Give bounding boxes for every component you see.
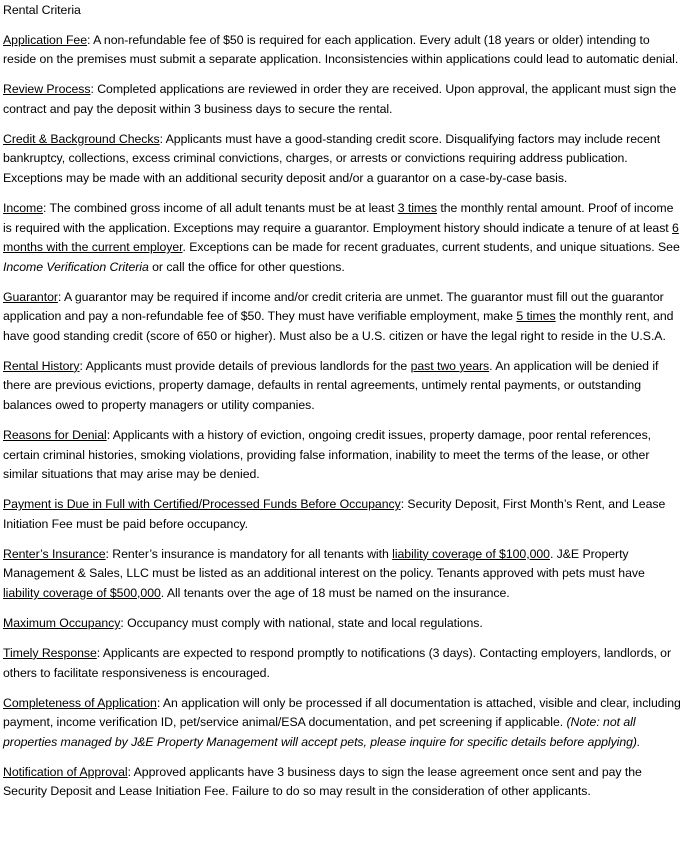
- section-text: the monthly rental amount. Proof of income is required with the application. Exceptions may require a guarantor. Employment history should indicate a tenure of at least: [3, 200, 674, 235]
- section-income: [3, 199, 684, 277]
- section-heading: Guarantor: [3, 289, 58, 304]
- emphasis-text: past two years: [410, 358, 490, 373]
- sections-container: [3, 31, 684, 802]
- section-heading: Income: [3, 200, 44, 215]
- emphasis-text: liability coverage of $100,000: [392, 546, 550, 561]
- section-heading: Maximum Occupancy: [3, 615, 121, 630]
- section-text: : Applicants with a history of eviction, ongoing credit issues, property damage, poor rental references, certain criminal histories, smoking violations, providing false information, inability to meet the terms of the lease, or other similar situations that may arise may be denied.: [3, 428, 652, 482]
- section-text: : A non-refundable fee of $50 is required for each application. Every adult (18 years or older) intending to reside on the premises must submit a separate application. Inconsistencies within applications could lead to automatic denial.: [3, 32, 679, 67]
- emphasis-text: 5 times: [516, 309, 556, 324]
- document-title: Rental Criteria: [3, 3, 81, 17]
- section-heading: Credit & Background Checks: [3, 131, 160, 146]
- section-heading: Notification of Approval: [3, 764, 128, 779]
- section-text: . All tenants over the age of 18 must be named on the insurance.: [160, 585, 510, 600]
- section-text: the monthly rent, and have good standing credit (score of 650 or higher). Must also be a U.S. citizen or have the legal right to reside in the U.S.A.: [3, 309, 674, 343]
- section-text: . Exceptions can be made for recent graduates, current students, and unique situations. See: [182, 240, 680, 255]
- section-text: : The combined gross income of all adult tenants must be at least: [43, 200, 398, 215]
- section-review-process: [3, 80, 684, 119]
- section-text: : Completed applications are reviewed in order they are received. Upon approval, the applicant must sign the contract and pay the deposit within 3 business days to secure the rental.: [3, 82, 677, 116]
- section-application-fee: [3, 31, 684, 70]
- section-payment-due: [3, 495, 684, 534]
- section-text: . An application will be denied if there are previous evictions, property damage, defaults in rental agreements, untimely rental payments, or outstanding balances owed to property managers or utility companies.: [3, 358, 659, 413]
- section-text: : Renter’s insurance is mandatory for all tenants with: [105, 546, 393, 561]
- section-heading: Application Fee: [3, 32, 88, 47]
- emphasis-text: Income Verification Criteria: [3, 259, 149, 274]
- section-text: : Applicants must have a good-standing credit score. Disqualifying factors may include recent bankruptcy, collections, excess criminal convictions, charges, or arrests or convictions requiring address publication. Exceptions may be made with an additional security deposit and/or a guarantor on a case-by-case basis.: [3, 131, 661, 185]
- section-heading: Review Process: [3, 82, 91, 97]
- section-maximum-occupancy: [3, 614, 684, 634]
- section-text: : Security Deposit, First Month’s Rent, and Lease Initiation Fee must be paid before occupancy.: [3, 497, 666, 531]
- emphasis-text: liability coverage of $500,000: [3, 585, 161, 600]
- section-heading: Completeness of Application: [3, 695, 157, 710]
- section-rental-history: [3, 357, 684, 416]
- section-text: : A guarantor may be required if income and/or credit criteria are unmet. The guarantor must fill out the guarantor application and pay a non-refundable fee of $50. They must have verifiable employment, make: [3, 289, 664, 324]
- section-heading: Renter’s Insurance: [3, 546, 106, 561]
- section-heading: Timely Response: [3, 645, 97, 660]
- emphasis-text: 3 times: [397, 200, 437, 215]
- section-text: . J&E Property Management & Sales, LLC must be listed as an additional interest on the policy. Tenants approved with pets must have: [3, 546, 645, 581]
- section-timely-response: [3, 644, 684, 683]
- section-text: : An application will only be processed if all documentation is attached, visible and clear, including payment, income verification ID, pet/service animal/ESA documentation, and pet screening if applicable.: [3, 695, 681, 730]
- section-text: : Applicants are expected to respond promptly to notifications (3 days). Contacting employers, landlords, or others to facilitate responsiveness is encouraged.: [3, 645, 672, 680]
- section-heading: Reasons for Denial: [3, 428, 107, 443]
- section-credit-background: [3, 130, 684, 189]
- section-notification-of-approval: [3, 763, 684, 802]
- section-heading: Payment is Due in Full with Certified/Processed Funds Before Occupancy: [3, 497, 401, 512]
- emphasis-text: 6 months with the current employer: [3, 220, 679, 255]
- section-heading: Rental History: [3, 358, 80, 373]
- section-completeness: [3, 694, 684, 753]
- section-reasons-for-denial: [3, 426, 684, 485]
- section-text: : Approved applicants have 3 business days to sign the lease agreement once sent and pay the Security Deposit and Lease Initiation Fee. Failure to do so may result in the consideration of other applicants.: [3, 764, 642, 799]
- emphasis-text: (Note: not all properties managed by J&E Property Management will accept pets, please inquire for specific details before applying).: [3, 715, 641, 749]
- section-text: : Occupancy must comply with national, state and local regulations.: [120, 615, 483, 630]
- section-text: : Applicants must provide details of previous landlords for the: [79, 358, 411, 373]
- section-renters-insurance: [3, 545, 684, 604]
- section-guarantor: [3, 288, 684, 347]
- section-text: or call the office for other questions.: [148, 259, 345, 274]
